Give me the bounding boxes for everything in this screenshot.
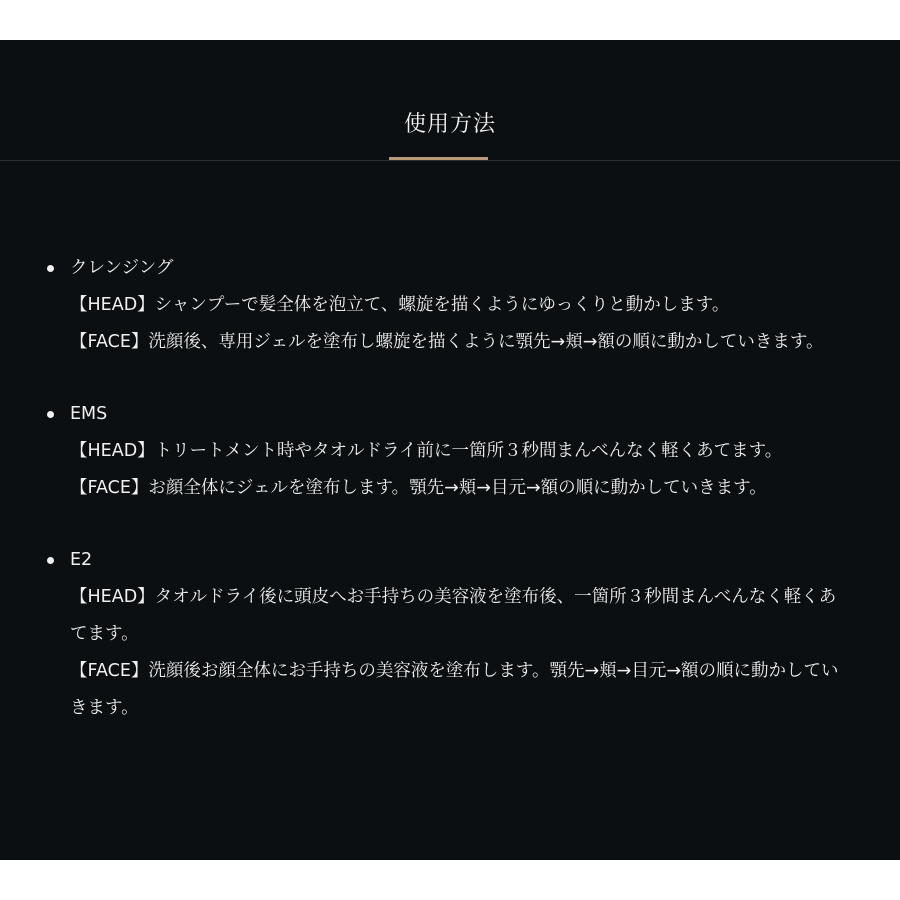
list-item-ems bbox=[47, 396, 847, 507]
face-instructions: 【FACE】洗顔後、専用ジェルを塗布し螺旋を描くように顎先→頬→額の順に動かしていきます。 bbox=[70, 332, 824, 352]
item-name: EMS bbox=[70, 404, 108, 424]
list-item-cleansing bbox=[47, 250, 847, 361]
usage-panel bbox=[0, 40, 900, 860]
usage-list bbox=[47, 250, 847, 762]
list-item-title bbox=[47, 542, 847, 579]
item-name: クレンジング bbox=[70, 258, 174, 278]
head-instructions: 【HEAD】シャンプーで髪全体を泡立て、螺旋を描くようにゆっくりと動かします。 bbox=[70, 295, 730, 315]
face-instructions: 【FACE】洗顔後お顔全体にお手持ちの美容液を塗布します。顎先→頬→目元→額の順に動かしていきます。 bbox=[70, 661, 839, 718]
face-instructions: 【FACE】お顔全体にジェルを塗布します。顎先→頬→目元→額の順に動かしていきます。 bbox=[70, 478, 767, 498]
title-underline bbox=[389, 157, 488, 160]
head-instructions: 【HEAD】タオルドライ後に頭皮へお手持ちの美容液を塗布後、一箇所３秒間まんべんなく軽くあてます。 bbox=[70, 587, 837, 644]
section-title: 使用方法 bbox=[403, 112, 496, 137]
list-item-e2 bbox=[47, 542, 847, 727]
head-instructions: 【HEAD】トリートメント時やタオルドライ前に一箇所３秒間まんべんなく軽くあてます。 bbox=[70, 441, 783, 461]
section-header bbox=[0, 40, 900, 161]
list-item-title bbox=[47, 250, 847, 287]
list-item-title bbox=[47, 396, 847, 433]
bullet-icon bbox=[47, 411, 54, 418]
bullet-icon bbox=[47, 265, 54, 272]
bullet-icon bbox=[47, 557, 54, 564]
item-name: E2 bbox=[70, 550, 93, 570]
